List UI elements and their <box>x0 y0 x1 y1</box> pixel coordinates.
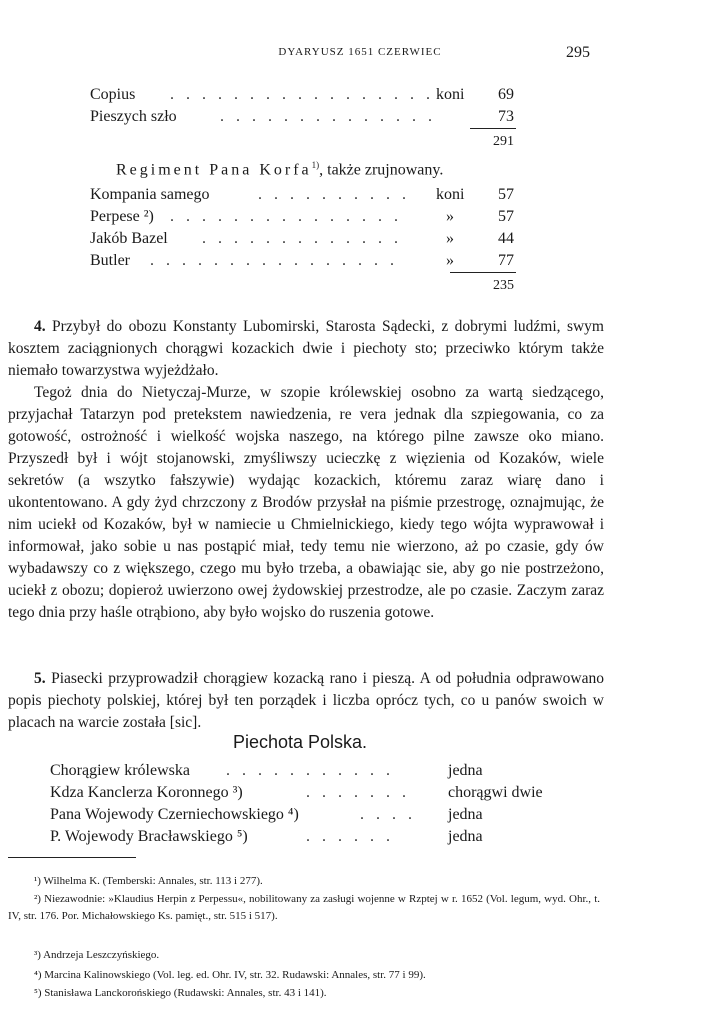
row-label: Kompania samego <box>90 186 210 203</box>
row-value: jedna <box>448 762 483 779</box>
row-label: Pana Wojewody Czerniechowskiego ⁴) <box>50 806 299 823</box>
row-value: 44 <box>498 230 514 247</box>
sum-rule <box>450 272 516 273</box>
section-heading: Piechota Polska. <box>232 732 368 752</box>
row-value: 57 <box>498 186 514 203</box>
table-row <box>90 230 520 252</box>
row-value: 77 <box>498 252 514 269</box>
footnote-mark: 1) <box>311 160 320 170</box>
row-value: jedna <box>448 828 483 845</box>
paragraph-4 <box>8 316 604 382</box>
footnote-3: ³) Andrzeja Leszczyńskiego. <box>34 949 160 961</box>
table-row <box>90 108 520 130</box>
row-label: Pieszych szło <box>90 108 177 125</box>
row-unit: koni <box>436 186 465 203</box>
sum-rule <box>470 128 516 129</box>
leader-dots: . . . . . . <box>306 828 394 845</box>
leader-dots: . . . . . . . <box>306 784 410 801</box>
footnote-rule <box>8 857 136 858</box>
table-row <box>90 208 520 230</box>
paragraph-tegoz: Tegoż dnia do Nietyczaj-Murze, w szopie królewskiej osobno za wartą siedzącego, przyjachał Tatarzyn pod pretekstem nawiedzenia, re vera jednak dla szpiegowania, co za gotowość, ostrożność i wielkość wojska naszego, na którego pilne zawsze oko miano. Przyszedł był i wójt stojanowski, zmyśliwszy ucieczkę z więzienia od Kozaków, wiele sekretów (a wszytko fałszywie) wydając kozackich, któremu zaraz wiarę dano i ukontentowano. A gdy żyd chrzczony z Brodów przysłał na piśmie przestrogę, oznajmując, że nim uciekł od Kozaków, był w namiecie u Chmielnickiego, kiedy tego wójta wyprawował i informował, jako sobie u nas postąpić miał, tedy temu nie wierzono, aż po czasie, gdy ów wybadawszy co z większego, czego mu było trzeba, a obawiając sie, aby go nie postrzeżono, uciekł z obozu; dopieroż uwierzono owej żydowskiej przestrodze, ale po czasie. Zaczym zaraz tego dnia przy haśle otrąbiono, aby było wojsko do ruszenia gotowe. <box>8 383 604 621</box>
leader-dots: . . . . . . . . . . . . . <box>202 230 402 247</box>
paragraph-5 <box>8 668 604 734</box>
table-row <box>50 762 570 784</box>
leader-dots: . . . . . . . . . . . . . . <box>220 108 436 125</box>
table-row <box>90 252 520 274</box>
row-label: Jakób Bazel <box>90 230 168 247</box>
leader-dots: . . . . . . . . . . . . . . . . <box>150 252 398 269</box>
row-value: 73 <box>498 108 514 125</box>
footnote-1: ¹) Wilhelma K. (Temberski: Annales, str. 113 i 277). <box>34 875 263 887</box>
row-label: Copius <box>90 86 136 103</box>
regiment-name: Regiment Pana Korfa <box>116 161 312 179</box>
row-unit: » <box>446 230 454 247</box>
footnote-2: ²) Niezawodnie: »Klaudius Herpin z Perpessu«, nobilitowany za zasługi wojenne w Rzptej w r. 1652 (Vol. legum, wyd. Ohr., t. IV, str. 176. Por. Michałowskiego Ks. pamięt., str. 515 i 517). <box>8 893 600 922</box>
page-number: 295 <box>566 44 590 61</box>
leader-dots: . . . . . . . . . . . <box>226 762 394 779</box>
row-label: Perpese ²) <box>90 208 154 225</box>
leader-dots: . . . . <box>360 806 416 823</box>
row-label: Butler <box>90 252 130 269</box>
leader-dots: . . . . . . . . . . . . . . . . . <box>170 86 434 103</box>
row-unit: » <box>446 252 454 269</box>
paragraph-text: Piasecki przyprowadził chorągiew kozacką rano i pieszą. A od południa odprawowano popis piechoty polskiej, której był ten porządek i liczba oprócz tych, co u panów swoich w placach na warcie została [sic]. <box>8 669 604 731</box>
row-unit: » <box>446 208 454 225</box>
row-value: 57 <box>498 208 514 225</box>
table-row <box>50 784 570 806</box>
row-label: P. Wojewody Bracławskiego ⁵) <box>50 828 248 845</box>
row-value: chorągwi dwie <box>448 784 543 801</box>
table-row <box>50 828 570 850</box>
footnote-5: ⁵) Stanisława Lanckorońskiego (Rudawski: Annales, str. 43 i 141). <box>34 987 327 999</box>
entry-number: 5. <box>34 669 46 687</box>
regiment-heading <box>116 160 443 179</box>
row-label: Kdza Kanclerza Koronnego ³) <box>50 784 243 801</box>
regiment-note: , także zrujnowany. <box>319 161 444 179</box>
entry-number: 4. <box>34 317 46 335</box>
sum-total: 291 <box>493 134 514 149</box>
paragraph-text: Przybył do obozu Konstanty Lubomirski, Starosta Sądecki, z dobrymi ludźmi, swym kosztem zaciągnionych chorągwi kozackich dwie i piechoty sto; przeciwko którym także niemało towarzystwa wyjeżdżało. <box>8 317 604 379</box>
sum-total: 235 <box>493 278 514 293</box>
table-row <box>50 806 570 828</box>
leader-dots: . . . . . . . . . . <box>258 186 410 203</box>
table-row <box>90 186 520 208</box>
row-label: Chorągiew królewska <box>50 762 190 779</box>
row-value: jedna <box>448 806 483 823</box>
running-title: DYARYUSZ 1651 CZERWIEC <box>278 46 442 58</box>
footnote-4: ⁴) Marcina Kalinowskiego (Vol. leg. ed. Ohr. IV, str. 32. Rudawski: Annales, str. 77 i 99). <box>34 969 426 981</box>
table-row <box>90 86 520 108</box>
running-header <box>0 42 720 66</box>
row-unit: koni <box>436 86 465 103</box>
row-value: 69 <box>498 86 514 103</box>
leader-dots: . . . . . . . . . . . . . . . <box>170 208 402 225</box>
